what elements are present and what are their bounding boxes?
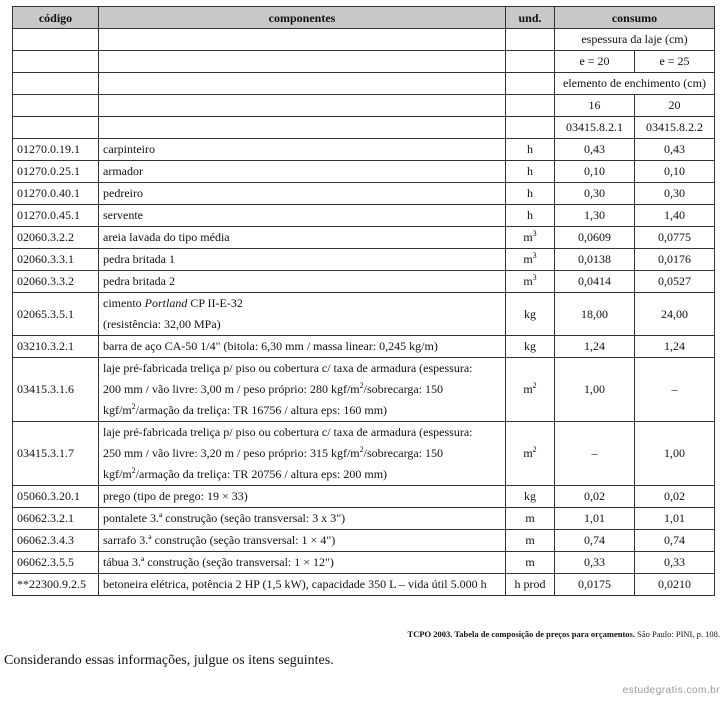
row-component: prego (tipo de prego: 19 × 33)	[99, 486, 506, 508]
table-row	[13, 249, 715, 271]
table-row	[13, 205, 715, 227]
row-value-1: 0,33	[555, 552, 635, 574]
row-component: barra de aço CA-50 1/4" (bitola: 6,30 mm / massa linear: 0,245 kg/m)	[99, 336, 506, 358]
row-component: pontalete 3.ª construção (seção transversal: 3 x 3")	[99, 508, 506, 530]
composition-table	[12, 6, 715, 596]
row-component: betoneira elétrica, potência 2 HP (1,5 kW), capacidade 350 L – vida útil 5.000 h	[99, 574, 506, 596]
row-component: sarrafo 3.ª construção (seção transversal: 1 × 4")	[99, 530, 506, 552]
composition-code-2: 03415.8.2.2	[635, 117, 715, 139]
row-value-2: 0,10	[635, 161, 715, 183]
elemento-label: elemento de enchimento (cm)	[555, 73, 715, 95]
row-value-2: 0,0176	[635, 249, 715, 271]
row-unit: h	[506, 161, 555, 183]
row-value-2: 0,33	[635, 552, 715, 574]
row-value-1: 0,43	[555, 139, 635, 161]
row-unit: h	[506, 205, 555, 227]
row-value-1: 18,00	[555, 293, 635, 336]
header-consumo: consumo	[555, 7, 715, 29]
subheader-row	[13, 73, 715, 95]
row-value-1: 0,02	[555, 486, 635, 508]
row-value-1: 0,74	[555, 530, 635, 552]
row-unit: $m^3$	[506, 249, 555, 271]
row-value-2: 1,00	[635, 422, 715, 486]
table-header-row	[13, 7, 715, 29]
row-unit: h	[506, 183, 555, 205]
table-row	[13, 422, 715, 486]
row-value-1: 1,30	[555, 205, 635, 227]
row-value-1: 0,0414	[555, 271, 635, 293]
row-unit: $m^2$	[506, 422, 555, 486]
header-codigo: código	[13, 7, 99, 29]
subheader-row	[13, 95, 715, 117]
row-value-2: 0,30	[635, 183, 715, 205]
row-component: carpinteiro	[99, 139, 506, 161]
row-code: 05060.3.20.1	[13, 486, 99, 508]
row-code: 01270.0.19.1	[13, 139, 99, 161]
row-value-1: 1,01	[555, 508, 635, 530]
row-unit: m	[506, 552, 555, 574]
row-code: 03415.3.1.6	[13, 358, 99, 422]
row-component: tábua 3.ª construção (seção transversal: 1 × 12")	[99, 552, 506, 574]
row-value-1: 0,0138	[555, 249, 635, 271]
row-unit: h	[506, 139, 555, 161]
header-und: und.	[506, 7, 555, 29]
header-componentes: componentes	[99, 7, 506, 29]
row-code: 06062.3.2.1	[13, 508, 99, 530]
table-row	[13, 358, 715, 422]
table-row	[13, 552, 715, 574]
row-value-2: 0,0527	[635, 271, 715, 293]
row-value-1: 0,30	[555, 183, 635, 205]
table-row	[13, 161, 715, 183]
watermark: estudegratis.com.br	[622, 685, 720, 696]
row-value-1: 1,24	[555, 336, 635, 358]
row-code: 01270.0.45.1	[13, 205, 99, 227]
row-code: 02060.3.3.2	[13, 271, 99, 293]
espessura-e20: e = 20	[555, 51, 635, 73]
table-row	[13, 271, 715, 293]
row-unit: h prod	[506, 574, 555, 596]
table-row	[13, 227, 715, 249]
row-code: 01270.0.25.1	[13, 161, 99, 183]
row-component: areia lavada do tipo média	[99, 227, 506, 249]
row-code: 03210.3.2.1	[13, 336, 99, 358]
row-component: laje pré-fabricada treliça p/ piso ou cobertura c/ taxa de armadura (espessura: 200 mm / vão livre: 3,00 m / peso próprio: 280 kgf/$m^2$/sobrecarga: 150 kgf/$m^2$/armação da treliça: TR 16756 / altura eps: 160 mm)	[99, 358, 506, 422]
table-row	[13, 336, 715, 358]
row-unit: $m^3$	[506, 271, 555, 293]
row-unit: kg	[506, 293, 555, 336]
row-value-2: 0,43	[635, 139, 715, 161]
table-row	[13, 574, 715, 596]
table-row	[13, 508, 715, 530]
row-code: 02060.3.2.2	[13, 227, 99, 249]
subheader-row	[13, 29, 715, 51]
composition-code-1: 03415.8.2.1	[555, 117, 635, 139]
row-code: 02060.3.3.1	[13, 249, 99, 271]
row-component: pedreiro	[99, 183, 506, 205]
subheader-row	[13, 51, 715, 73]
row-value-1: –	[555, 422, 635, 486]
table-row	[13, 530, 715, 552]
row-component: pedra britada 1	[99, 249, 506, 271]
row-value-2: 1,24	[635, 336, 715, 358]
espessura-label: espessura da laje (cm)	[555, 29, 715, 51]
row-value-2: 0,0210	[635, 574, 715, 596]
row-component: servente	[99, 205, 506, 227]
row-unit: $m^3$	[506, 227, 555, 249]
row-value-2: 1,01	[635, 508, 715, 530]
row-value-1: 0,10	[555, 161, 635, 183]
row-component: pedra britada 2	[99, 271, 506, 293]
question-prompt: Considerando essas informações, julgue os itens seguintes.	[4, 653, 334, 668]
row-unit: m	[506, 530, 555, 552]
row-code: 06062.3.4.3	[13, 530, 99, 552]
espessura-e25: e = 25	[635, 51, 715, 73]
table-row	[13, 293, 715, 336]
source-citation: TCPO 2003. Tabela de composição de preços para orçamentos. São Paulo: PINI, p. 108.	[407, 629, 720, 639]
row-value-1: 1,00	[555, 358, 635, 422]
row-value-2: 0,02	[635, 486, 715, 508]
row-code: 03415.3.1.7	[13, 422, 99, 486]
row-value-1: 0,0609	[555, 227, 635, 249]
row-code: 02065.3.5.1	[13, 293, 99, 336]
row-value-2: –	[635, 358, 715, 422]
row-value-2: 0,74	[635, 530, 715, 552]
subheader-row	[13, 117, 715, 139]
row-value-2: 0,0775	[635, 227, 715, 249]
row-value-2: 1,40	[635, 205, 715, 227]
row-unit: $m^2$	[506, 358, 555, 422]
row-component: armador	[99, 161, 506, 183]
row-code: **22300.9.2.5	[13, 574, 99, 596]
row-unit: kg	[506, 486, 555, 508]
elemento-16: 16	[555, 95, 635, 117]
table-row	[13, 486, 715, 508]
row-unit: kg	[506, 336, 555, 358]
row-component: cimento Portland CP II-E-32 (resistência: 32,00 MPa)	[99, 293, 506, 336]
table-row	[13, 139, 715, 161]
row-value-1: 0,0175	[555, 574, 635, 596]
row-unit: m	[506, 508, 555, 530]
row-value-2: 24,00	[635, 293, 715, 336]
row-code: 01270.0.40.1	[13, 183, 99, 205]
row-code: 06062.3.5.5	[13, 552, 99, 574]
row-component: laje pré-fabricada treliça p/ piso ou cobertura c/ taxa de armadura (espessura: 250 mm / vão livre: 3,20 m / peso próprio: 315 kgf/$m^2$/sobrecarga: 150 kgf/$m^2$/armação da treliça: TR 20756 / altura eps: 200 mm)	[99, 422, 506, 486]
table-row	[13, 183, 715, 205]
elemento-20: 20	[635, 95, 715, 117]
